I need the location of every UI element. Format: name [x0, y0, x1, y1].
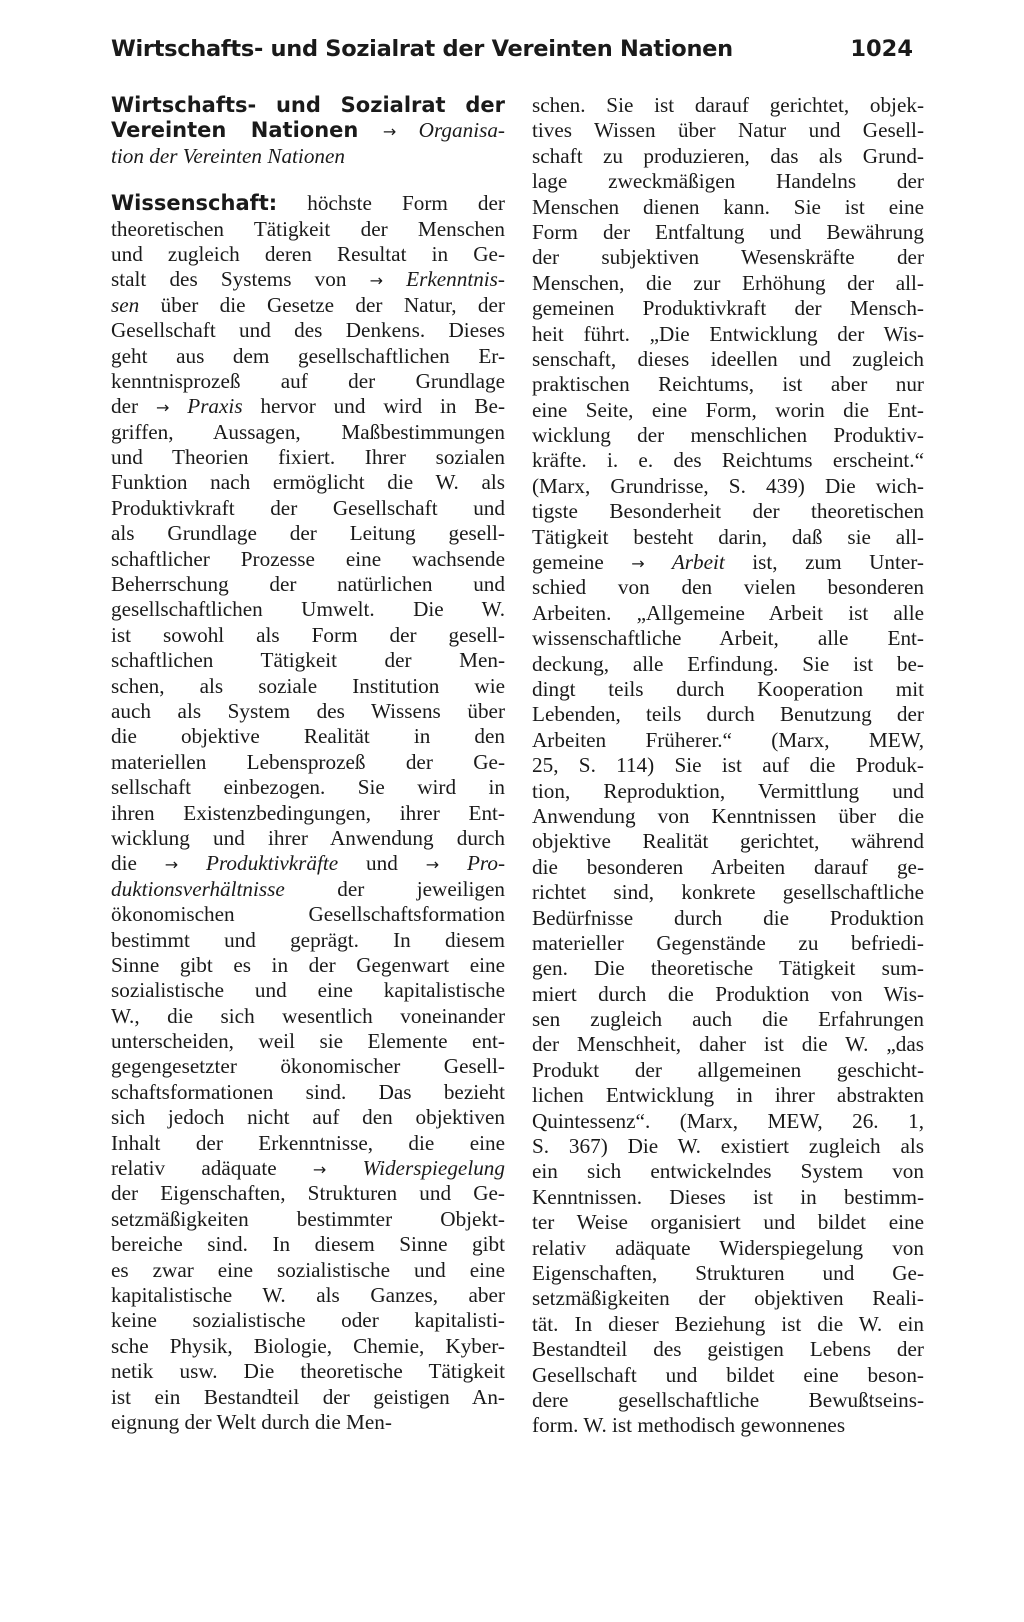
- text-run: senschaft, dieses ideellen und zugleich: [532, 346, 924, 371]
- cross-reference: sen: [111, 292, 140, 317]
- text-line: [111, 93, 505, 118]
- text-run: es zwar eine sozialistische und eine: [111, 1257, 505, 1282]
- arrow-icon: →: [312, 1160, 327, 1180]
- text-line: [111, 851, 505, 876]
- text-line: [532, 1134, 924, 1159]
- text-line: [111, 344, 505, 369]
- text-line: [532, 144, 924, 169]
- text-line: [111, 470, 505, 495]
- text-line: [532, 93, 924, 118]
- text-run: Beherrschung der natürlichen und: [111, 572, 505, 597]
- text-line: [532, 702, 924, 727]
- text-run: sozialistische und eine kapitalistische: [111, 978, 505, 1003]
- text-run: Menschen dienen kann. Sie ist eine: [532, 194, 924, 219]
- text-run: Eigenschaften, Strukturen und Ge-: [532, 1260, 924, 1285]
- text-line: [532, 474, 924, 499]
- text-run: eignung der Welt durch die Men-: [111, 1409, 392, 1434]
- text-line: [111, 877, 505, 902]
- text-line: [532, 423, 924, 448]
- text-line: [532, 601, 924, 626]
- text-line: [111, 318, 505, 343]
- text-line: [111, 1054, 505, 1079]
- entry-headword: Vereinten Nationen: [111, 118, 383, 143]
- text-line: [532, 1109, 924, 1134]
- text-line: [532, 728, 924, 753]
- text-line: [532, 372, 924, 397]
- text-line: [111, 1156, 505, 1181]
- text-run: sche Physik, Biologie, Chemie, Kyber-: [111, 1333, 505, 1358]
- text-line: [111, 674, 505, 699]
- text-line: [532, 982, 924, 1007]
- text-run: schied von den vielen besonderen: [532, 575, 924, 600]
- text-run: bestimmt und geprägt. In diesem: [111, 927, 505, 952]
- arrow-icon: →: [155, 398, 170, 418]
- text-line: [111, 191, 505, 216]
- text-line: [532, 1058, 924, 1083]
- text-line: [111, 978, 505, 1003]
- text-line: [532, 1363, 924, 1388]
- text-run: setzmäßigkeiten bestimmter Objekt-: [111, 1206, 505, 1231]
- text-line: [111, 445, 505, 470]
- text-line: [111, 118, 505, 143]
- text-run: schaftlicher Prozesse eine wachsende: [111, 546, 505, 571]
- text-run: ist ein Bestandteil der geistigen An-: [111, 1384, 505, 1409]
- text-line: [532, 652, 924, 677]
- text-line: [532, 322, 924, 347]
- text-run: Gesellschaft und des Denkens. Dieses: [111, 318, 505, 343]
- cross-reference: Praxis: [169, 394, 243, 419]
- text-run: höchste Form der: [277, 191, 505, 216]
- cross-reference: Organisa-: [396, 118, 505, 143]
- text-run: und zugleich deren Resultat in Ge-: [111, 241, 505, 266]
- text-run: Produktivkraft der Gesellschaft und: [111, 495, 505, 520]
- text-run: der: [111, 394, 156, 419]
- text-line: [532, 118, 924, 143]
- text-run: der Eigenschaften, Strukturen und Ge-: [111, 1181, 505, 1206]
- text-run: tigste Besonderheit der theoretischen: [532, 499, 924, 524]
- text-line: [111, 1283, 505, 1308]
- text-line: [111, 953, 505, 978]
- arrow-icon: →: [631, 554, 645, 574]
- text-line: [532, 1210, 924, 1235]
- text-line: [532, 575, 924, 600]
- text-run: ein sich entwickelndes System von: [532, 1159, 924, 1184]
- text-line: [532, 1185, 924, 1210]
- text-run: schaftlichen Tätigkeit der Men-: [111, 648, 505, 673]
- text-run: Inhalt der Erkenntnisse, die eine: [111, 1130, 505, 1155]
- arrow-icon: →: [425, 855, 440, 875]
- text-run: über die Gesetze der Natur, der: [139, 292, 505, 317]
- text-run: form. W. ist methodisch gewonnenes: [532, 1413, 846, 1438]
- text-line: [111, 217, 505, 242]
- text-run: der Menschheit, daher ist die W. „das: [532, 1032, 924, 1057]
- text-line: [111, 293, 505, 318]
- text-run: griffen, Aussagen, Maßbestimmungen: [111, 419, 505, 444]
- text-run: Gesellschaft und bildet eine beson-: [532, 1362, 924, 1387]
- text-run: netik usw. Die theoretische Tätigkeit: [111, 1359, 505, 1384]
- text-run: ihren Existenzbedingungen, ihrer Ent-: [111, 800, 505, 825]
- text-run: keine sozialistische oder kapitalisti-: [111, 1308, 505, 1333]
- text-run: schen. Sie ist darauf gerichtet, objek-: [532, 93, 924, 117]
- text-line: [111, 369, 505, 394]
- text-run: Arbeiten Früherer.“ (Marx, MEW,: [532, 727, 924, 752]
- text-run: ter Weise organisiert und bildet eine: [532, 1210, 924, 1235]
- text-line: [111, 1308, 505, 1333]
- text-run: dingt teils durch Kooperation mit: [532, 676, 924, 701]
- running-head: [111, 36, 913, 76]
- text-run: Sinne gibt es in der Gegenwart eine: [111, 952, 505, 977]
- text-run: sen zugleich auch die Erfahrungen: [532, 1007, 924, 1032]
- text-line: [111, 1385, 505, 1410]
- text-line: [532, 956, 924, 981]
- text-run: theoretischen Tätigkeit der Menschen: [111, 216, 505, 241]
- text-run: schaft zu produzieren, das als Grund-: [532, 143, 924, 168]
- text-run: und: [338, 851, 426, 876]
- paragraph-gap: [111, 169, 505, 191]
- cross-reference: Widerspiegelung: [326, 1156, 505, 1181]
- text-run: der jeweiligen: [284, 876, 505, 901]
- text-run: die besonderen Arbeiten darauf ge-: [532, 854, 924, 879]
- text-line: [532, 1388, 924, 1413]
- text-run: gemeine: [532, 550, 632, 575]
- text-run: gegengesetzter ökonomischer Gesell-: [111, 1054, 505, 1079]
- text-run: Produkt der allgemeinen geschicht-: [532, 1057, 924, 1082]
- text-line: [111, 420, 505, 445]
- text-run: unterscheiden, weil sie Elemente ent-: [111, 1029, 505, 1054]
- text-line: [532, 1312, 924, 1337]
- text-line: [532, 880, 924, 905]
- text-run: Menschen, die zur Erhöhung der all-: [532, 270, 924, 295]
- text-line: [111, 521, 505, 546]
- text-run: tät. In dieser Beziehung ist die W. ein: [532, 1311, 924, 1336]
- text-run: eine Seite, eine Form, worin die Ent-: [532, 397, 924, 422]
- text-line: [111, 1334, 505, 1359]
- text-line: [111, 394, 505, 419]
- text-run: wicklung der menschlichen Produktiv-: [532, 423, 924, 448]
- text-line: [532, 448, 924, 473]
- text-line: [532, 677, 924, 702]
- text-run: gen. Die theoretische Tätigkeit sum-: [532, 956, 924, 981]
- arrow-icon: →: [164, 855, 179, 875]
- cross-reference: duktionsverhältnisse: [111, 876, 285, 901]
- cross-reference: Arbeit: [644, 550, 725, 575]
- arrow-icon: →: [369, 271, 383, 291]
- text-run: als Grundlage der Leitung gesell-: [111, 521, 505, 546]
- text-line: [111, 267, 505, 292]
- text-run: stalt des Systems von: [111, 267, 370, 292]
- text-run: kräfte. i. e. des Reichtums erscheint.“: [532, 448, 924, 473]
- text-run: und Theorien fixiert. Ihrer sozialen: [111, 445, 505, 470]
- text-line: [111, 1105, 505, 1130]
- right-column: [532, 93, 924, 1439]
- text-run: Funktion nach ermöglicht die W. als: [111, 470, 505, 495]
- text-run: Kenntnissen. Dieses ist in bestimm-: [532, 1184, 924, 1209]
- cross-reference: Produktivkräfte: [178, 851, 339, 876]
- text-run: Tätigkeit besteht darin, daß sie all-: [532, 524, 924, 549]
- text-run: tives Wissen über Natur und Gesell-: [532, 118, 924, 143]
- text-run: wissenschaftliche Arbeit, alle Ent-: [532, 626, 924, 651]
- text-line: [532, 1236, 924, 1261]
- text-run: (Marx, Grundrisse, S. 439) Die wich-: [532, 473, 924, 498]
- text-run: 25, S. 114) Sie ist auf die Produk-: [532, 753, 924, 778]
- text-run: materiellen Lebensprozeß der Ge-: [111, 749, 505, 774]
- text-line: [532, 906, 924, 931]
- text-run: lichen Entwicklung in ihrer abstrakten: [532, 1083, 924, 1108]
- text-run: dere gesellschaftliche Bewußtseins-: [532, 1387, 924, 1412]
- text-line: [111, 572, 505, 597]
- text-line: [111, 801, 505, 826]
- text-run: bereiche sind. In diesem Sinne gibt: [111, 1232, 505, 1257]
- text-line: [532, 626, 924, 651]
- text-run: Anwendung von Kenntnissen über die: [532, 803, 924, 828]
- text-line: [532, 931, 924, 956]
- text-run: gesellschaftlichen Umwelt. Die W.: [111, 597, 505, 622]
- text-run: relativ adäquate Widerspiegelung von: [532, 1235, 924, 1260]
- cross-reference: Erkenntnis-: [382, 267, 505, 292]
- text-line: [532, 1413, 924, 1438]
- text-line: [111, 1181, 505, 1206]
- text-run: W., die sich wesentlich voneinander: [111, 1003, 505, 1028]
- text-line: [532, 1261, 924, 1286]
- text-line: [111, 699, 505, 724]
- text-run: miert durch die Produktion von Wis-: [532, 981, 924, 1006]
- text-line: [532, 1007, 924, 1032]
- text-line: [532, 296, 924, 321]
- text-line: [532, 753, 924, 778]
- text-line: [111, 1131, 505, 1156]
- text-line: [532, 245, 924, 270]
- text-run: die: [111, 851, 165, 876]
- text-run: sellschaft einbezogen. Sie wird in: [111, 775, 505, 800]
- cross-reference: Pro-: [439, 851, 506, 876]
- text-run: ökonomischen Gesellschaftsformation: [111, 902, 505, 927]
- text-line: [532, 347, 924, 372]
- text-line: [532, 1159, 924, 1184]
- text-line: [532, 1083, 924, 1108]
- text-run: wicklung und ihrer Anwendung durch: [111, 825, 505, 850]
- text-run: praktischen Reichtums, ist aber nur: [532, 372, 924, 397]
- text-run: tion, Reproduktion, Vermittlung und: [532, 778, 924, 803]
- text-line: [532, 1337, 924, 1362]
- text-line: [111, 496, 505, 521]
- text-run: schaftsformationen sind. Das bezieht: [111, 1079, 505, 1104]
- text-run: S. 367) Die W. existiert zugleich als: [532, 1134, 924, 1159]
- text-run: kapitalistische W. als Ganzes, aber: [111, 1282, 505, 1307]
- text-run: richtet sind, konkrete gesellschaftliche: [532, 880, 924, 905]
- text-run: ist, zum Unter-: [724, 550, 924, 575]
- arrow-icon: →: [382, 122, 397, 142]
- text-run: relativ adäquate: [111, 1156, 313, 1181]
- text-line: [111, 826, 505, 851]
- text-line: [111, 1258, 505, 1283]
- text-line: [111, 597, 505, 622]
- text-run: objektive Realität gerichtet, während: [532, 829, 924, 854]
- text-line: [111, 547, 505, 572]
- text-line: [532, 195, 924, 220]
- text-line: [111, 1410, 505, 1435]
- text-line: [111, 750, 505, 775]
- text-run: Form der Entfaltung und Bewährung: [532, 219, 924, 244]
- text-line: [111, 1232, 505, 1257]
- left-column: [111, 93, 505, 1435]
- text-line: [111, 928, 505, 953]
- text-line: [532, 499, 924, 524]
- text-run: Bestandteil des geistigen Lebens der: [532, 1337, 924, 1362]
- text-run: heit führt. „Die Entwicklung der Wis-: [532, 321, 924, 346]
- text-run: der subjektiven Wesenskräfte der: [532, 245, 924, 270]
- text-line: [532, 1032, 924, 1057]
- text-line: [111, 242, 505, 267]
- text-line: [532, 398, 924, 423]
- text-run: ist sowohl als Form der gesell-: [111, 622, 505, 647]
- text-run: schen, als soziale Institution wie: [111, 673, 505, 698]
- text-run: hervor und wird in Be-: [242, 394, 505, 419]
- text-run: auch als System des Wissens über: [111, 698, 505, 723]
- text-run: gemeinen Produktivkraft der Mensch-: [532, 296, 924, 321]
- text-line: [532, 169, 924, 194]
- text-run: materieller Gegenstände zu befriedi-: [532, 930, 924, 955]
- text-line: [111, 623, 505, 648]
- text-line: [532, 525, 924, 550]
- text-line: [111, 144, 505, 169]
- text-run: setzmäßigkeiten der objektiven Reali-: [532, 1286, 924, 1311]
- text-line: [111, 1207, 505, 1232]
- text-line: [111, 1029, 505, 1054]
- text-run: lage zweckmäßigen Handelns der: [532, 169, 924, 194]
- text-line: [532, 829, 924, 854]
- running-head-title: Wirtschafts- und Sozialrat der Vereinten Nationen: [111, 36, 733, 62]
- text-line: [111, 1359, 505, 1384]
- text-line: [532, 855, 924, 880]
- text-run: deckung, alle Erfindung. Sie ist be-: [532, 651, 924, 676]
- entry-headword: Wissenschaft:: [111, 191, 278, 216]
- page-number: 1024: [850, 36, 913, 62]
- text-run: Arbeiten. „Allgemeine Arbeit ist alle: [532, 600, 924, 625]
- text-run: Quintessenz“. (Marx, MEW, 26. 1,: [532, 1108, 924, 1133]
- cross-reference: tion der Vereinten Nationen: [111, 143, 346, 168]
- text-line: [111, 724, 505, 749]
- text-line: [532, 220, 924, 245]
- text-run: Bedürfnisse durch die Produktion: [532, 905, 924, 930]
- text-line: [111, 1080, 505, 1105]
- text-run: geht aus dem gesellschaftlichen Er-: [111, 343, 505, 368]
- text-line: [111, 902, 505, 927]
- text-line: [532, 550, 924, 575]
- text-line: [111, 648, 505, 673]
- text-line: [532, 271, 924, 296]
- text-run: die objektive Realität in den: [111, 724, 505, 749]
- text-line: [111, 1004, 505, 1029]
- text-run: sich jedoch nicht auf den objektiven: [111, 1105, 505, 1130]
- entry-headword: Wirtschafts- und Sozialrat der: [111, 93, 505, 117]
- text-line: [532, 779, 924, 804]
- text-run: kenntnisprozeß auf der Grundlage: [111, 368, 505, 393]
- text-line: [532, 1286, 924, 1311]
- text-line: [111, 775, 505, 800]
- text-run: Lebenden, teils durch Benutzung der: [532, 702, 924, 727]
- text-line: [532, 804, 924, 829]
